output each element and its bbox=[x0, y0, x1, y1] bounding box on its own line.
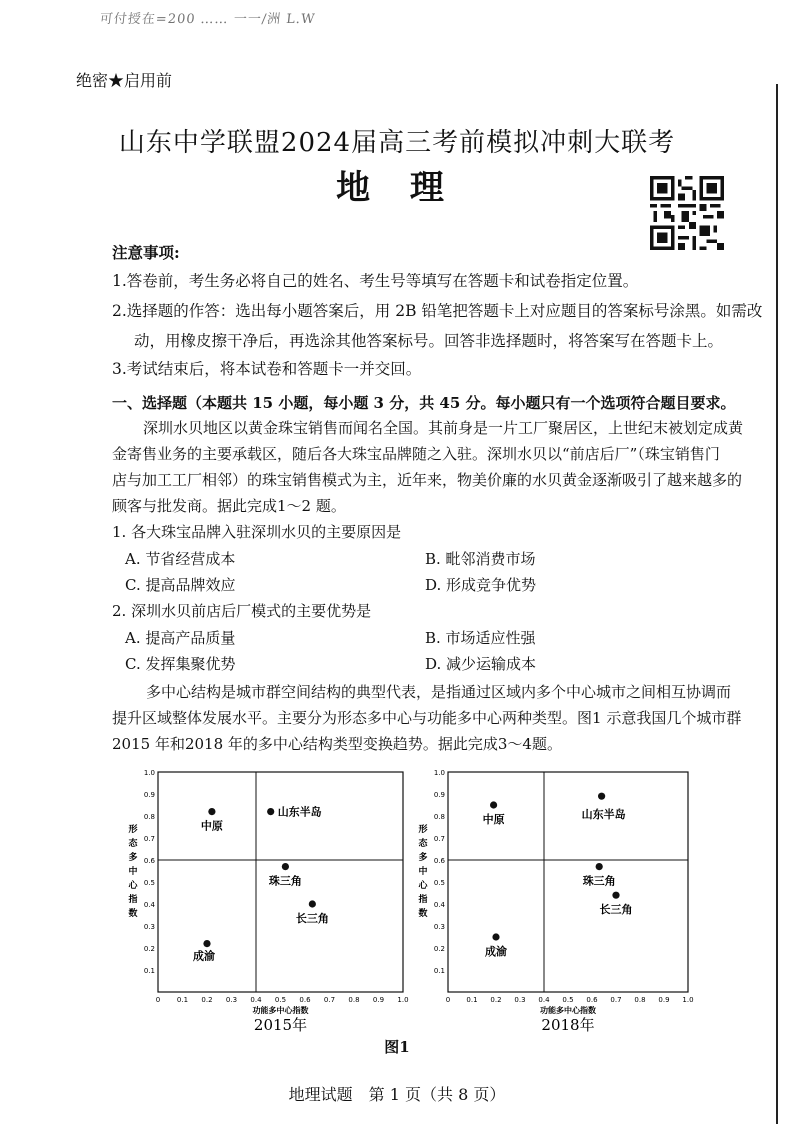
figure-caption: 图1 bbox=[384, 1038, 410, 1056]
chart-2015-ylabel-char: 指 bbox=[128, 895, 138, 905]
chart-2018-xtick: 0.1 bbox=[466, 996, 478, 1004]
chart-2015-point bbox=[282, 863, 289, 870]
passage1-line-3: 店与加工工厂相邻）的珠宝销售模式为主，近年来，物美价廉的水贝黄金逐渐吸引了越来越多的 bbox=[112, 471, 743, 489]
passage2-line-3: 2015 年和2018 年的多中心结构类型变换趋势。据此完成3～4题。 bbox=[112, 735, 562, 753]
chart-2018-ytick: 0.5 bbox=[433, 879, 445, 887]
figure-1-charts bbox=[0, 760, 794, 1060]
chart-2015-xtick: 0.1 bbox=[176, 996, 189, 1004]
chart-2015-point-label: 中原 bbox=[200, 819, 223, 833]
q2-option-c: C. 发挥集聚优势 bbox=[125, 655, 236, 673]
chart-2018-ytick: 0.1 bbox=[433, 967, 445, 975]
chart-2015-ytick: 0.4 bbox=[143, 901, 155, 909]
chart-2015-xtick: 0.2 bbox=[201, 996, 213, 1004]
chart-2015-ytick: 0.9 bbox=[143, 791, 155, 799]
passage1-line-2: 金寄售业务的主要承载区，随后各大珠宝品牌随之入驻。深圳水贝以“前店后厂”（珠宝销售门 bbox=[112, 445, 720, 463]
chart-2018-xtick: 0.9 bbox=[658, 996, 670, 1004]
chart-2015-xtick: 0.7 bbox=[323, 996, 336, 1004]
chart-2015-xtick: 1.0 bbox=[397, 996, 409, 1004]
chart-2018-xtick: 0.4 bbox=[538, 996, 550, 1004]
chart-2015-ytick: 0.1 bbox=[143, 967, 155, 975]
chart-2015-ylabel-char: 态 bbox=[128, 839, 138, 849]
chart-2018-ylabel-char: 数 bbox=[418, 909, 428, 919]
chart-2015-xtick: 0.4 bbox=[250, 996, 262, 1004]
chart-2018-title: 2018年 bbox=[541, 1016, 595, 1034]
q1-option-b: B. 毗邻消费市场 bbox=[425, 550, 536, 568]
passage2-line-2: 提升区域整体发展水平。主要分为形态多中心与功能多中心两种类型。图1 示意我国几个城市群 bbox=[112, 709, 742, 727]
exam-title: 山东中学联盟2024届高三考前模拟冲刺大联考 bbox=[118, 128, 676, 158]
chart-2018-point-label: 山东半岛 bbox=[581, 808, 626, 822]
chart-2015-ylabel-char: 形 bbox=[128, 825, 138, 835]
q1-option-d: D. 形成竞争优势 bbox=[425, 576, 537, 594]
chart-2018-ylabel-char: 形 bbox=[418, 825, 428, 835]
q2-option-a: A. 提高产品质量 bbox=[125, 629, 236, 647]
chart-2015-ylabel-char: 心 bbox=[128, 881, 138, 891]
chart-2015-ytick: 0.7 bbox=[143, 835, 155, 843]
chart-2018-ytick: 0.9 bbox=[433, 791, 445, 799]
chart-2018-xtick: 0.3 bbox=[514, 996, 526, 1004]
q1-stem: 1. 各大珠宝品牌入驻深圳水贝的主要原因是 bbox=[112, 523, 402, 541]
chart-2018-point bbox=[490, 801, 497, 808]
chart-2018-ytick: 1.0 bbox=[433, 769, 445, 777]
chart-2015-ytick: 0.2 bbox=[143, 945, 155, 953]
chart-2018-point bbox=[612, 892, 619, 899]
notes-heading: 注意事项: bbox=[112, 243, 180, 262]
chart-2015-ylabel-char: 中 bbox=[128, 867, 138, 877]
chart-2018-xtick: 0.5 bbox=[562, 996, 574, 1004]
chart-2018-ytick: 0.8 bbox=[433, 813, 445, 821]
chart-2018-point-label: 成渝 bbox=[485, 945, 507, 958]
chart-2015-ytick: 0.6 bbox=[143, 857, 155, 865]
chart-2015-xtick: 0.6 bbox=[299, 996, 311, 1004]
chart-2018-xtick: 0.6 bbox=[586, 996, 598, 1004]
chart-2018-xtick: 0.7 bbox=[610, 996, 622, 1004]
chart-2015-title: 2015年 bbox=[253, 1016, 308, 1034]
chart-2015-point-label: 珠三角 bbox=[268, 874, 302, 888]
passage1-line-4: 顾客与批发商。据此完成1～2 题。 bbox=[112, 497, 346, 515]
chart-2018-xlabel: 功能多中心指数 bbox=[540, 1006, 596, 1015]
chart-2018-point bbox=[492, 933, 499, 940]
chart-2015-ytick: 1.0 bbox=[143, 769, 155, 777]
chart-2018-xtick: 0.2 bbox=[490, 996, 502, 1004]
chart-2015-point bbox=[203, 940, 210, 947]
chart-2015-xtick: 0.5 bbox=[274, 996, 287, 1004]
q2-option-b: B. 市场适应性强 bbox=[425, 629, 536, 647]
chart-2018-ylabel-char: 多 bbox=[418, 853, 428, 863]
chart-2018-ylabel-char: 心 bbox=[418, 881, 428, 891]
chart-2018-point-label: 中原 bbox=[482, 813, 505, 826]
chart-2018-ytick: 0.6 bbox=[433, 857, 445, 865]
subject-title: 地 理 bbox=[336, 168, 458, 208]
chart-2015-xtick: 0.3 bbox=[225, 996, 238, 1004]
chart-2015-point-label: 山东半岛 bbox=[277, 805, 322, 819]
chart-2018-point-label: 珠三角 bbox=[582, 874, 616, 888]
chart-2015-ylabel-char: 数 bbox=[128, 909, 138, 919]
chart-2015-ytick: 0.8 bbox=[143, 813, 155, 821]
chart-2015-xtick: 0.8 bbox=[348, 996, 360, 1004]
chart-2015-point bbox=[208, 808, 215, 815]
chart-2018-frame bbox=[448, 772, 688, 992]
chart-2018-xtick: 0 bbox=[445, 996, 451, 1004]
qr-code-icon bbox=[650, 176, 724, 250]
chart-2018-ytick: 0.3 bbox=[433, 923, 445, 931]
passage2-line-1: 多中心结构是城市群空间结构的典型代表，是指通过区域内多个中心城市之间相互协调而 bbox=[146, 683, 732, 701]
notes-item-1: 1.答卷前，考生务必将自己的姓名、考生号等填写在答题卡和试卷指定位置。 bbox=[112, 272, 639, 290]
section-heading: 一、选择题（本题共 15 小题，每小题 3 分，共 45 分。每小题只有一个选项符合题目要求。 bbox=[112, 394, 736, 412]
chart-2018-point bbox=[596, 863, 603, 870]
q1-option-c: C. 提高品牌效应 bbox=[125, 576, 236, 594]
chart-2015-ytick: 0.3 bbox=[143, 923, 155, 931]
chart-2015-xlabel: 功能多中心指数 bbox=[252, 1006, 309, 1015]
chart-2018-ytick: 0.7 bbox=[433, 835, 445, 843]
chart-2015-point bbox=[267, 808, 274, 815]
chart-2015-xtick: 0 bbox=[155, 996, 161, 1004]
q2-stem: 2. 深圳水贝前店后厂模式的主要优势是 bbox=[112, 602, 372, 620]
chart-2018-ytick: 0.2 bbox=[433, 945, 445, 953]
chart-2018-xtick: 0.8 bbox=[634, 996, 646, 1004]
chart-2015-point-label: 长三角 bbox=[295, 912, 329, 925]
chart-2018-ytick: 0.4 bbox=[433, 901, 445, 909]
chart-2018-point-label: 长三角 bbox=[599, 903, 633, 917]
passage1-line-1: 深圳水贝地区以黄金珠宝销售而闻名全国。其前身是一片工厂聚居区，上世纪末被划定成黄 bbox=[143, 419, 744, 437]
chart-2015-ylabel-char: 多 bbox=[128, 853, 138, 863]
confidential-label: 绝密★启用前 bbox=[76, 71, 173, 90]
header-scrap-text: 可付授在=200 …… 一一/洲 L.W bbox=[99, 12, 317, 27]
chart-2015-xtick: 0.9 bbox=[372, 996, 385, 1004]
notes-item-3: 3.考试结束后，将本试卷和答题卡一并交回。 bbox=[112, 360, 422, 378]
chart-2018-point bbox=[598, 793, 605, 800]
chart-2018-ylabel-char: 指 bbox=[418, 895, 428, 905]
chart-2015-point-label: 成渝 bbox=[193, 949, 215, 963]
chart-2018-xtick: 1.0 bbox=[682, 996, 694, 1004]
notes-item-2: 2.选择题的作答：选出每小题答案后，用 2B 铅笔把答题卡上对应题目的答案标号涂黑。如需改 bbox=[112, 302, 763, 320]
chart-2018-ylabel-char: 中 bbox=[418, 867, 428, 877]
chart-2015-ytick: 0.5 bbox=[143, 879, 155, 887]
q2-option-d: D. 减少运输成本 bbox=[425, 655, 537, 673]
notes-item-2-cont: 动，用橡皮擦干净后，再选涂其他答案标号。回答非选择题时，将答案写在答题卡上。 bbox=[134, 332, 724, 350]
chart-2015-point bbox=[309, 900, 316, 907]
q1-option-a: A. 节省经营成本 bbox=[125, 550, 236, 568]
page-footer: 地理试题 第 1 页（共 8 页） bbox=[288, 1085, 506, 1104]
chart-2018-ylabel-char: 态 bbox=[418, 839, 428, 849]
